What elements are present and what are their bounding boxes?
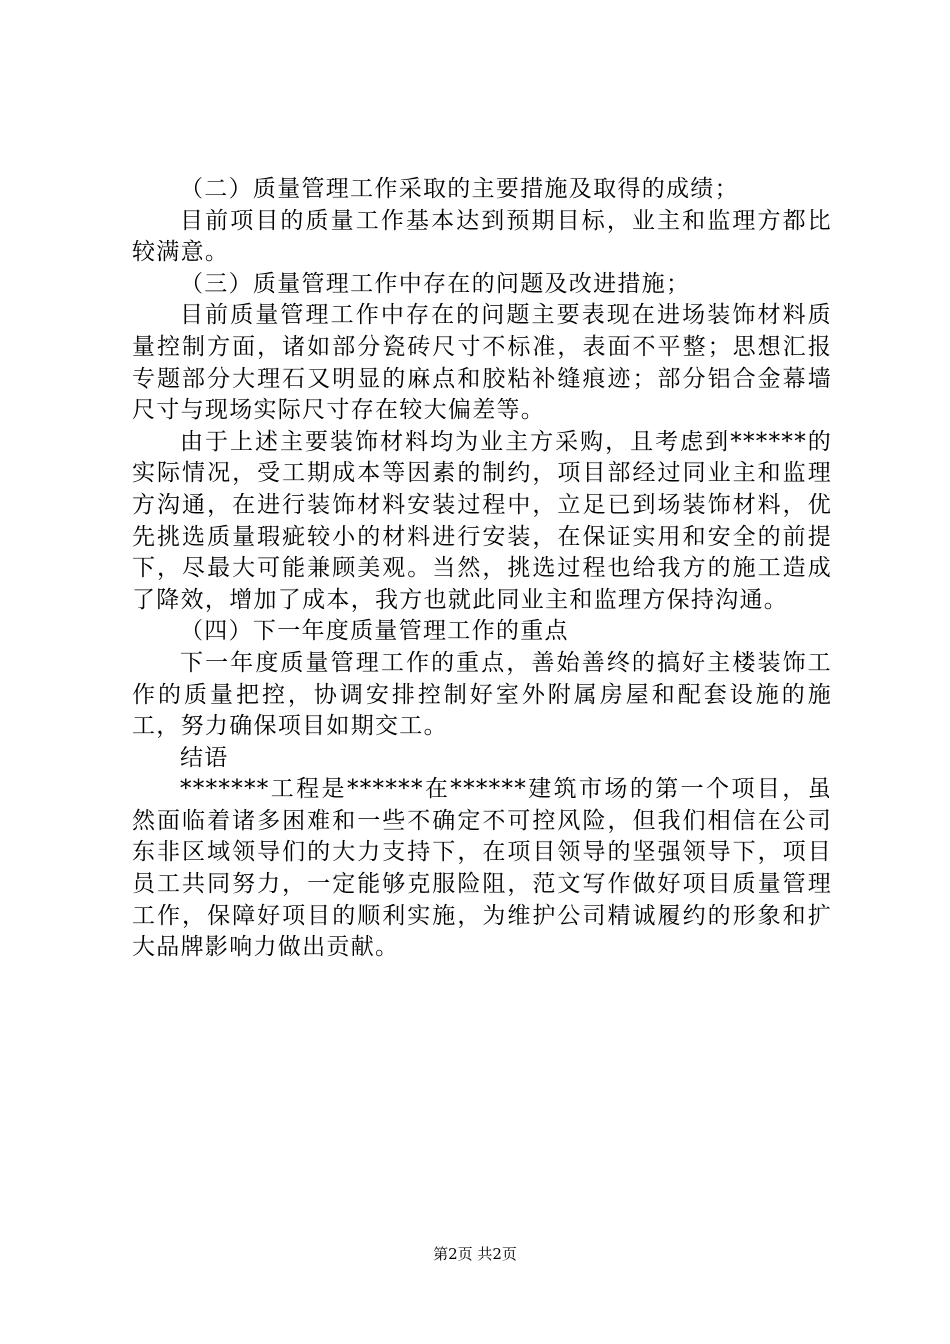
section-heading-conclusion: 结语 — [180, 744, 229, 771]
section-heading-problems: （三）质量管理工作中存在的问题及改进措施； — [180, 270, 691, 297]
page-number-footer: 第2页 共2页 — [433, 1245, 517, 1263]
section-heading-measures: （二）质量管理工作采取的主要措施及取得的成绩； — [180, 176, 739, 202]
paragraph-next-year: 下一年度质量管理工作的重点，善始善终的搞好主楼装饰工作的质量把控，协调安排控制好室外附属房屋和配套设施的施工，努力确保项目如期交工。 — [132, 649, 832, 740]
paragraph-conclusion: *******工程是******在******建筑市场的第一个项目，虽然面临着诸多困难和一些不确定不可控风险，但我们相信在公司东非区域领导们的大力支持下，在项目领导的坚强领导下，项目员工共同努力，一定能够克服险阻，范文写作做好项目质量管理工作，保障好项目的顺利实施，为维护公司精诚履约的形象和扩大品牌影响力做出贡献。 — [132, 776, 832, 961]
paragraph-measures-result: 目前项目的质量工作基本达到预期目标，业主和监理方都比较满意。 — [132, 207, 832, 266]
paragraph-improvements: 由于上述主要装饰材料均为业主方采购，且考虑到******的实际情况，受工期成本等因素的制约，项目部经过同业主和监理方沟通，在进行装饰材料安装过程中，立足已到场装饰材料，优先挑选质量瑕疵较小的材料进行安装，在保证实用和安全的前提下，尽最大可能兼顾美观。当然，挑选过程也给我方的施工造成了降效，增加了成本，我方也就此同业主和监理方保持沟通。 — [132, 428, 832, 613]
paragraph-problems: 目前质量管理工作中存在的问题主要表现在进场装饰材料质量控制方面，诸如部分瓷砖尺寸不标准，表面不平整；思想汇报专题部分大理石又明显的麻点和胶粘补缝痕迹；部分铝合金幕墙尺寸与现场实际尺寸存在较大偏差等。 — [132, 302, 832, 424]
document-body — [132, 174, 832, 964]
section-heading-next-year: （四）下一年度质量管理工作的重点 — [180, 618, 569, 645]
